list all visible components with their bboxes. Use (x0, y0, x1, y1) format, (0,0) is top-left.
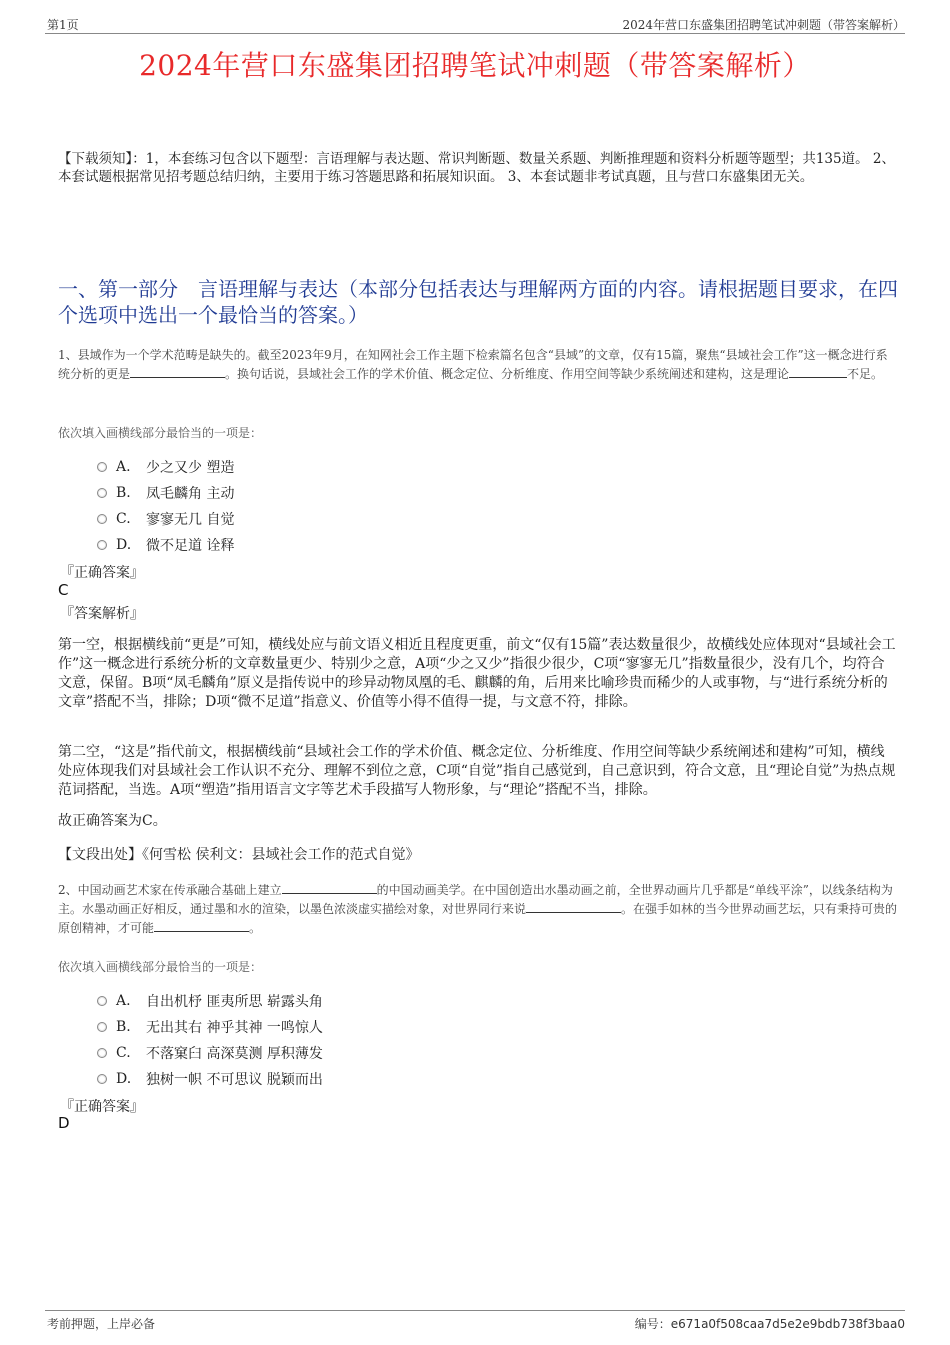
option-text: 微不足道 诠释 (146, 538, 235, 554)
q1-option-a[interactable] (97, 457, 234, 477)
footer-code-label: 编号： (634, 1317, 671, 1331)
radio-button[interactable] (97, 514, 107, 524)
option-text: 寥寥无几 自觉 (146, 512, 235, 528)
option-text: 无出其右 神乎其神 一鸣惊人 (146, 1020, 323, 1036)
q1-source: 【文段出处】《何雪松 侯利文：县域社会工作的范式自觉》 (58, 847, 420, 863)
option-letter: D. (116, 537, 132, 553)
q1-option-c[interactable] (97, 509, 234, 529)
radio-button[interactable] (97, 540, 107, 550)
radio-button[interactable] (97, 996, 107, 1006)
question-2-text-part1: 2、中国动画艺术家在传承融合基础上建立 (58, 883, 282, 897)
q1-analysis-label: 『答案解析』 (60, 606, 144, 622)
radio-button[interactable] (97, 1022, 107, 1032)
question-1-text-part1: 1、县域作为一个学术范畴是缺失的。截至2023年9月，在知网社会工作主题下检索篇名包含“县域”的文章，仅有15篇，聚焦“县域社会工作”这一概念进行系统分析的更是 (58, 348, 888, 381)
option-letter: C. (116, 511, 131, 527)
q2-option-d[interactable] (97, 1069, 323, 1089)
blank-1 (130, 365, 225, 378)
blank-3 (154, 919, 249, 932)
q1-conclusion: 故正确答案为C。 (58, 813, 167, 829)
q2-answer: D (58, 1114, 70, 1132)
page-number: 第1页 (47, 18, 79, 32)
option-text: 自出机杼 匪夷所思 崭露头角 (146, 994, 323, 1010)
footer-slogan: 考前押题，上岸必备 (47, 1317, 156, 1331)
blank-1 (282, 881, 377, 894)
question-2-text-part3: 。在强手如林的当今世界动画艺坛，只有秉持可贵的原创精神，才可能 (58, 902, 898, 935)
option-letter: A. (116, 459, 131, 475)
footer-code (635, 1315, 905, 1332)
q1-analysis-paragraph-1: 第一空，根据横线前“更是”可知，横线处应与前文语义相近且程度更重，前文“仅有15篇”表达数量很少，故横线处应体现对“县域社会工作”这一概念进行系统分析的文章数量更少、特别少之意，A项“少之又少”指很少很少，C项“寥寥无几”指数量很少，没有几个，均符合文意，保留。B项“凤毛麟角”原义是指传说中的珍异动物凤凰的毛、麒麟的角，后用来比喻珍贵而稀少的人或事物，与“进行系统分析的文章”搭配不当，排除；D项“微不足道”指意义、价值等小得不值得一提，与文意不符，排除。 (58, 637, 896, 710)
q1-option-b[interactable] (97, 483, 234, 503)
header-divider (45, 33, 905, 34)
page-title: 2024年营口东盛集团招聘笔试冲刺题（带答案解析） (139, 49, 811, 82)
q1-option-d[interactable] (97, 535, 234, 555)
blank-2 (526, 900, 621, 913)
q1-analysis-paragraph-2: 第二空，“这是”指代前文，根据横线前“县域社会工作的学术价值、概念定位、分析维度、作用空间等缺少系统阐述和建构”可知，横线处应体现我们对县域社会工作认识不充分、理解不到位之意，C项“自觉”指自己感觉到，自己意识到，符合文意，且“理论自觉”为热点规范词搭配，当选。A项“塑造”指用语言文字等艺术手段描写人物形象，与“理论”搭配不当，排除。 (58, 744, 896, 798)
q1-answer: C (58, 581, 69, 599)
option-text: 不落窠臼 高深莫测 厚积薄发 (146, 1046, 323, 1062)
download-notice: 【下载须知】：1，本套练习包含以下题型：言语理解与表达题、常识判断题、数量关系题、判断推理题和资料分析题等题型；共135道。 2、本套试题根据常见招考题总结归纳，主要用于练习答题思路和拓展知识面。 3、本套试题非考试真题，且与营口东盛集团无关。 (58, 151, 895, 185)
q2-option-a[interactable] (97, 991, 323, 1011)
footer-divider (45, 1310, 905, 1311)
question-2 (58, 881, 898, 938)
option-text: 凤毛麟角 主动 (146, 486, 235, 502)
question-2-text-part4: 。 (249, 921, 262, 935)
question-2-text-part2: 的中国动画美学。在中国创造出水墨动画之前，全世界动画片几乎都是“单线平涂”，以线条结构为主。水墨动画正好相反，通过墨和水的渲染，以墨色浓淡虚实描绘对象，对世界同行来说 (58, 883, 893, 916)
radio-button[interactable] (97, 1048, 107, 1058)
question-1 (58, 346, 898, 384)
question-1-text-part2: 。换句话说，县域社会工作的学术价值、概念定位、分析维度、作用空间等缺少系统阐述和建构，这是理论 (225, 367, 790, 381)
radio-button[interactable] (97, 1074, 107, 1084)
option-letter: B. (116, 485, 131, 501)
question-1-text-part3: 不足。 (847, 367, 884, 381)
option-letter: D. (116, 1071, 132, 1087)
question-1-instruction: 依次填入画横线部分最恰当的一项是： (58, 426, 263, 440)
footer-code-value: e671a0f508caa7d5e2e9bdb738f3baa0 (670, 1317, 905, 1331)
radio-button[interactable] (97, 462, 107, 472)
q2-answer-label: 『正确答案』 (60, 1099, 144, 1115)
q2-option-b[interactable] (97, 1017, 323, 1037)
q2-option-c[interactable] (97, 1043, 323, 1063)
option-text: 独树一帜 不可思议 脱颖而出 (146, 1072, 323, 1088)
header-doc-title: 2024年营口东盛集团招聘笔试冲刺题（带答案解析） (622, 18, 905, 32)
option-letter: C. (116, 1045, 131, 1061)
q1-answer-label: 『正确答案』 (60, 565, 144, 581)
section-heading: 一、第一部分 言语理解与表达（本部分包括表达与理解两方面的内容。请根据题目要求，在四个选项中选出一个最恰当的答案。） (58, 277, 898, 327)
radio-button[interactable] (97, 488, 107, 498)
option-letter: B. (116, 1019, 131, 1035)
option-letter: A. (116, 993, 131, 1009)
question-2-instruction: 依次填入画横线部分最恰当的一项是： (58, 960, 263, 974)
blank-2 (789, 365, 847, 378)
option-text: 少之又少 塑造 (146, 460, 235, 476)
